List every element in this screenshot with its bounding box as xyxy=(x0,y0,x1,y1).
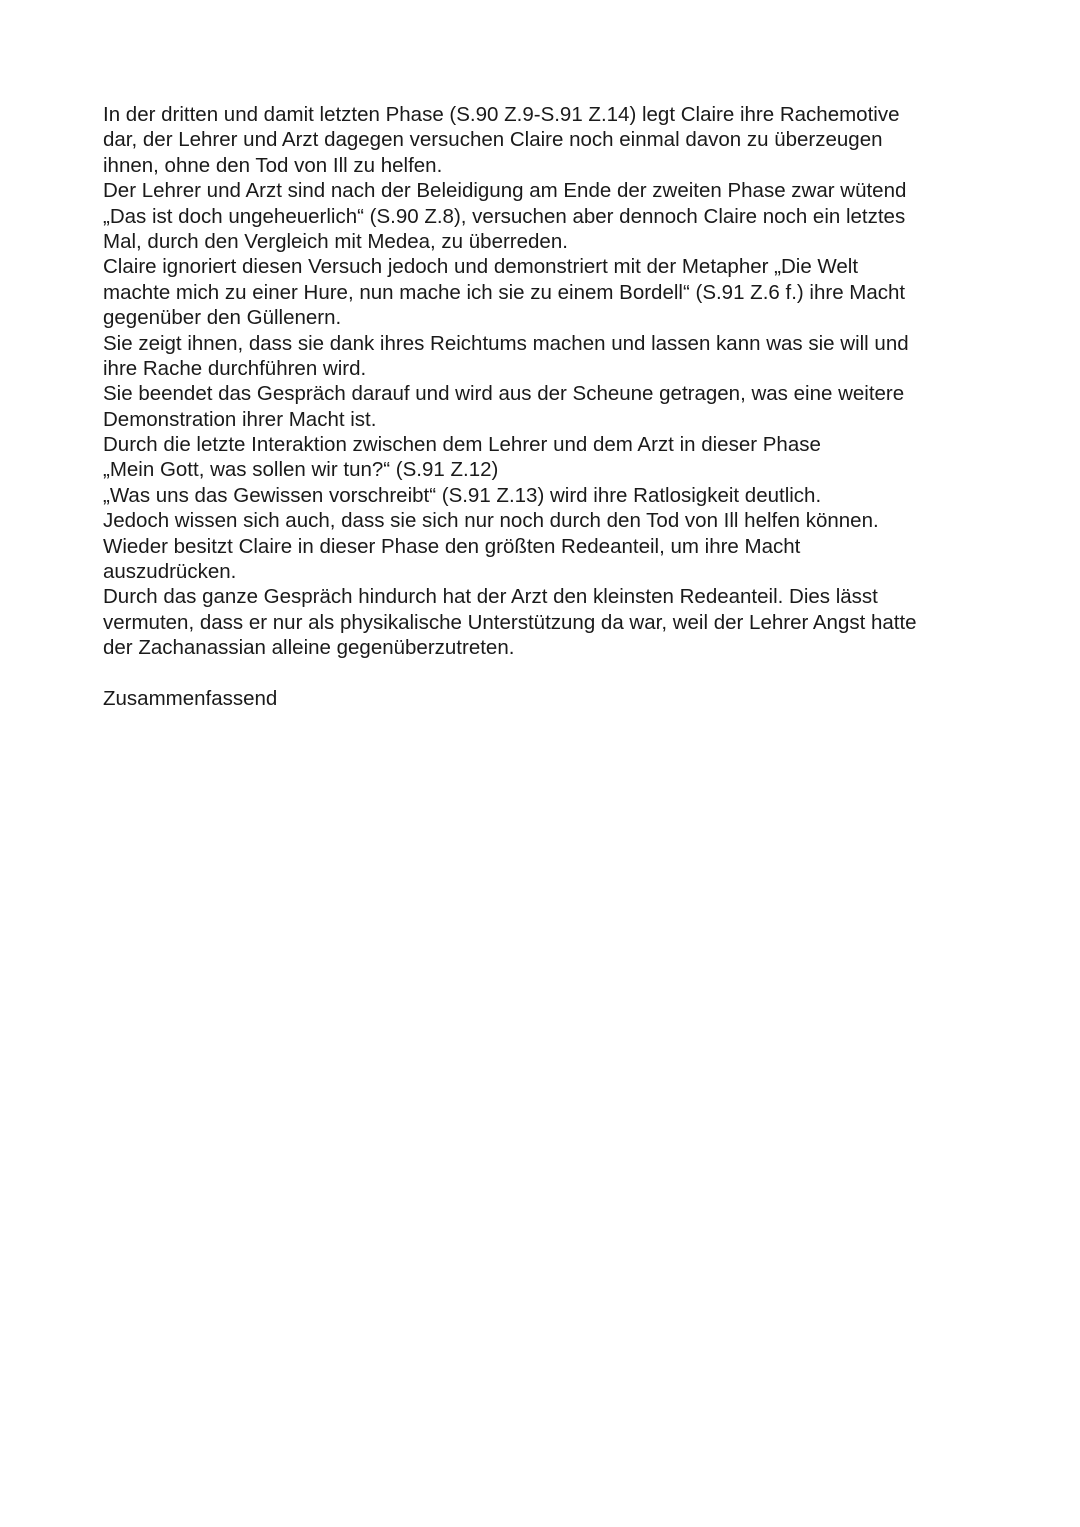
text-line: „Das ist doch ungeheuerlich“ (S.90 Z.8), versuchen aber dennoch Claire noch ein letztes xyxy=(103,204,906,228)
text-line: machte mich zu einer Hure, nun mache ich sie zu einem Bordell“ (S.91 Z.6 f.) ihre Macht xyxy=(103,280,906,304)
text-line: Durch das ganze Gespräch hindurch hat der Arzt den kleinsten Redeanteil. Dies lässt xyxy=(103,585,878,609)
text-line: vermuten, dass er nur als physikalische Unterstützung da war, weil der Lehrer Angst hatte xyxy=(103,610,917,634)
text-line: Mal, durch den Vergleich mit Medea, zu überreden. xyxy=(103,229,568,253)
paragraph-spacer xyxy=(103,661,1003,686)
text-line: Demonstration ihrer Macht ist. xyxy=(103,407,377,431)
text-line: In der dritten und damit letzten Phase (S.90 Z.9-S.91 Z.14) legt Claire ihre Rachemotive xyxy=(103,103,900,126)
text-line: Der Lehrer und Arzt sind nach der Beleidigung am Ende der zweiten Phase zwar wütend xyxy=(103,179,907,203)
text-line: Claire ignoriert diesen Versuch jedoch und demonstriert mit der Metapher „Die Welt xyxy=(103,255,859,279)
text-line: Sie beendet das Gespräch darauf und wird aus der Scheune getragen, was eine weitere xyxy=(103,382,905,406)
text-line: ihnen, ohne den Tod von Ill zu helfen. xyxy=(103,153,443,177)
text-line: „Mein Gott, was sollen wir tun?“ (S.91 Z.12) xyxy=(103,458,499,482)
text-line: Jedoch wissen sich auch, dass sie sich nur noch durch den Tod von Ill helfen können. xyxy=(103,509,879,533)
text-line: dar, der Lehrer und Arzt dagegen versuchen Claire noch einmal davon zu überzeugen xyxy=(103,128,883,152)
text-line: ihre Rache durchführen wird. xyxy=(103,356,367,380)
text-line: der Zachanassian alleine gegenüberzutreten. xyxy=(103,636,515,660)
text-line: Wieder besitzt Claire in dieser Phase den größten Redeanteil, um ihre Macht xyxy=(103,534,801,558)
text-line: Durch die letzte Interaktion zwischen dem Lehrer und dem Arzt in dieser Phase xyxy=(103,433,821,457)
text-line: gegenüber den Güllenern. xyxy=(103,306,342,330)
closing-heading: Zusammenfassend xyxy=(103,686,278,710)
text-line: „Was uns das Gewissen vorschreibt“ (S.91 Z.13) wird ihre Ratlosigkeit deutlich. xyxy=(103,483,822,507)
text-line: Sie zeigt ihnen, dass sie dank ihres Reichtums machen und lassen kann was sie will und xyxy=(103,331,909,355)
text-line: auszudrücken. xyxy=(103,560,237,584)
document-page xyxy=(103,102,1003,711)
